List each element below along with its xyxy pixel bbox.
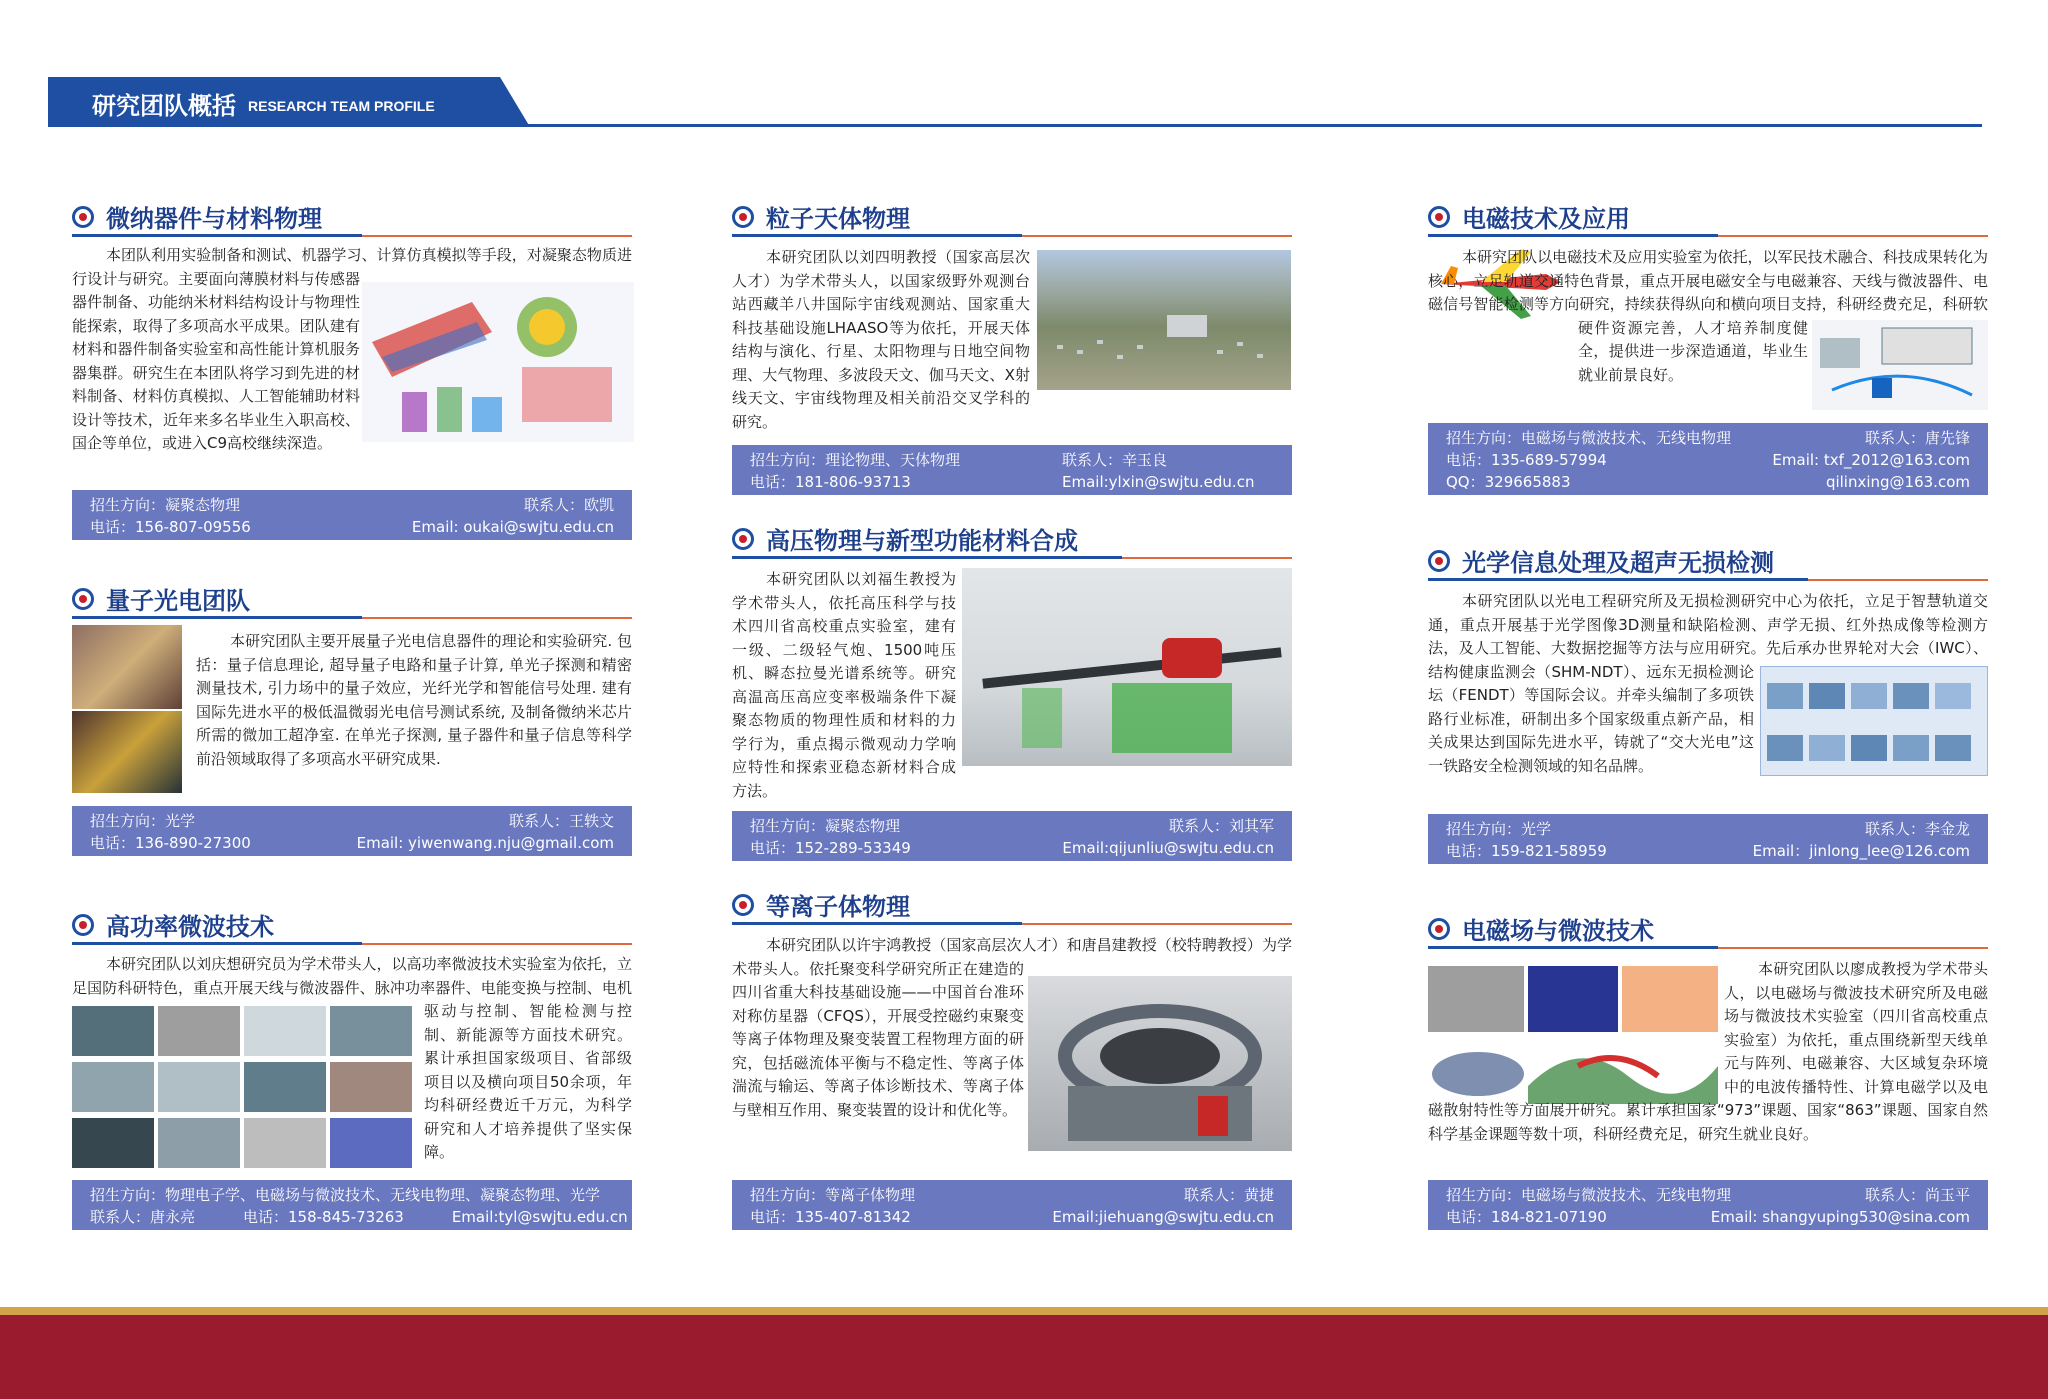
enroll-direction: 招生方向：理论物理、天体物理 (750, 451, 961, 469)
contact-email[interactable]: Email:tyl@swjtu.edu.cn (451, 1208, 628, 1226)
enroll-direction: 招生方向：电磁场与微波技术、无线电物理 (1446, 429, 1732, 447)
lhaaso-aerial-photo (1037, 250, 1291, 390)
enrollment-info (732, 445, 1292, 495)
title-underline (72, 234, 362, 237)
title-underline-accent (1122, 557, 1292, 559)
quantum-lab-photo-2 (72, 711, 182, 793)
title-underline-accent (362, 235, 632, 237)
bullet-icon (72, 206, 94, 228)
section-hpm (72, 904, 632, 949)
contact-email[interactable]: Email：jinlong_lee@126.com (1752, 842, 1970, 860)
section-title: 光学信息处理及超声无损检测 (1462, 549, 1774, 577)
section-body: 本研究团队以刘福生教授为学术带头人，依托高压科学与技术四川省高校重点实验室，建有一级、二级轻气炮、1500吨压机、瞬态拉曼光谱系统等。研究高温高压高应变率极端条件下凝聚态物质的物理性质和材料的力学行为，重点揭示微观动力学响应特性和探索亚稳态新材料合成方法。 (732, 570, 956, 800)
contact-person: 联系人：唐先锋 (1864, 429, 1970, 447)
section-body: 本研究团队以许宇鸿教授（国家高层次人才）和唐昌建教授（校特聘教授）为学术带头人。依托聚变科学研究所正在建造的四川省重大科技基础设施——中国首台准环对称仿星器（CFQS），开展受控磁约束聚变等离子体物理及聚变装置工程物理方面的研究，包括磁流体平衡与不稳定性、等离子体湍流与输运、等离子体诊断技术、等离子体与壁相互作用、聚变装置的设计和优化等。 (732, 936, 1292, 1119)
title-underline (732, 234, 1022, 237)
title-underline (72, 616, 362, 619)
enrollment-info (1428, 814, 1988, 864)
section-quantum (72, 578, 632, 623)
enroll-direction: 招生方向：物理电子学、电磁场与微波技术、无线电物理、凝聚态物理、光学 (90, 1186, 601, 1204)
section-title: 量子光电团队 (106, 587, 250, 615)
enrollment-info (732, 811, 1292, 861)
contact-person: 联系人：李金龙 (1864, 820, 1970, 838)
bullet-icon (732, 894, 754, 916)
quantum-lab-photo-1 (72, 625, 182, 709)
title-underline (732, 922, 1022, 925)
footer-red-band (0, 1315, 2048, 1399)
contact-phone: 电话：152-289-53349 (750, 839, 911, 857)
section-title: 高压物理与新型功能材料合成 (766, 527, 1078, 555)
contact-email-alt[interactable]: qilinxing@163.com (1825, 473, 1970, 491)
contact-phone: 电话：159-821-58959 (1446, 842, 1607, 860)
bullet-icon (1428, 550, 1450, 572)
enroll-direction: 招生方向：凝聚态物理 (750, 817, 901, 835)
section-body-text: 本研究团队以廖成教授为学术带头人，以电磁场与微波技术研究所及电磁场与微波技术实验室（四川省高校重点实验室）为依托，重点围绕新型天线单元与阵列、电磁兼容、大区域复杂环境中的电波传播特性、计算电磁学以及电磁散射特性等方面展开研究。累计承担国家“973”课题、国家“863”课题、国家自然科学基金课题等数十项，科研经费充足，研究生就业良好。 (1428, 960, 1988, 1143)
enrollment-info (1428, 423, 1988, 495)
contact-qq: QQ：329665883 (1446, 473, 1571, 491)
bullet-icon (732, 206, 754, 228)
page-subtitle: RESEARCH TEAM PROFILE (248, 98, 435, 114)
contact-person: 联系人：欧凯 (523, 496, 614, 514)
section-header (1428, 540, 1988, 580)
title-underline-accent (1718, 235, 1988, 237)
contact-phone: 电话：158-845-73263 (243, 1208, 404, 1226)
contact-phone: 电话：135-689-57994 (1446, 451, 1607, 469)
section-title: 等离子体物理 (766, 893, 910, 921)
light-gas-gun-photo (962, 568, 1292, 766)
section-header (1428, 908, 1988, 948)
section-high-pressure (732, 518, 1292, 563)
title-underline-accent (362, 617, 632, 619)
contact-email[interactable]: Email:ylxin@swjtu.edu.cn (1062, 473, 1255, 491)
title-underline (1428, 946, 1718, 949)
bullet-icon (1428, 918, 1450, 940)
section-header (72, 196, 632, 236)
section-body: 本研究团队以刘庆想研究员为学术带头人，以高功率微波技术实验室为依托，立足国防科研特色，重点开展天线与微波器件、脉冲功率器件、电能变换与控制、电机驱动与控制、智能检测与控制、新能源等方面技术研究。累计承担国家级项目、省部级项目以及横向项目50余项，年均科研经费近千万元，为科学研究和人才培养提供了坚实保障。 (72, 955, 632, 1161)
title-underline-accent (1718, 947, 1988, 949)
section-title: 电磁场与微波技术 (1462, 917, 1654, 945)
contact-person: 联系人：辛玉良 (1062, 451, 1168, 469)
contact-person: 联系人：黄捷 (1183, 1186, 1274, 1204)
section-header (732, 518, 1292, 558)
bullet-icon (72, 914, 94, 936)
enrollment-info (72, 1180, 632, 1230)
section-body (1428, 246, 1988, 416)
enrollment-info (732, 1180, 1292, 1230)
enrollment-info (72, 490, 632, 540)
section-plasma (732, 884, 1292, 929)
section-header (72, 904, 632, 944)
section-header (732, 196, 1292, 236)
header-rule (48, 124, 1982, 127)
section-title: 微纳器件与材料物理 (106, 205, 322, 233)
title-underline-accent (362, 943, 632, 945)
contact-person: 联系人：刘其军 (1168, 817, 1274, 835)
title-underline-accent (1808, 579, 1988, 581)
section-body: 本团队利用实验制备和测试、机器学习、计算仿真模拟等手段，对凝聚态物质进行设计与研究。主要面向薄膜材料与传感器器件制备、功能纳米材料结构设计与物理性能探索，取得了多项高水平成果。团队建有材料和器件制备实验室和高性能计算机服务器集群。研究生在本团队将学习到先进的材料制备、材料仿真模拟、人工智能辅助材料设计等技术，近年来多名毕业生入职高校、国企等单位，或进入C9高校继续深造。 (72, 246, 632, 452)
title-underline (732, 556, 1122, 559)
contact-email[interactable]: Email: yiwenwang.nju@gmail.com (356, 834, 614, 852)
contact-phone: 电话：156-807-09556 (90, 518, 251, 536)
section-header (72, 578, 632, 618)
section-body: 本研究团队以刘四明教授（国家高层次人才）为学术带头人，以国家级野外观测台站西藏羊八井国际宇宙线观测站、国家重大科技基础设施LHAASO等为依托，开展天体结构与演化、行星、太阳物理与日地空间物理、大气物理、多波段天文、伽马天文、X射线天文、宇宙线物理及相关前沿交叉学科的研究。 (732, 248, 1030, 431)
enroll-direction: 招生方向：凝聚态物理 (90, 496, 241, 514)
contact-email[interactable]: Email:jiehuang@swjtu.edu.cn (1052, 1208, 1274, 1226)
bullet-icon (1428, 206, 1450, 228)
enroll-direction: 招生方向：等离子体物理 (750, 1186, 916, 1204)
enrollment-info (72, 806, 632, 856)
bullet-icon (732, 528, 754, 550)
contact-phone: 电话：184-821-07190 (1446, 1208, 1607, 1226)
section-title: 电磁技术及应用 (1462, 205, 1630, 233)
title-underline (1428, 234, 1718, 237)
title-underline (1428, 578, 1808, 581)
contact-email[interactable]: Email: shangyuping530@sina.com (1710, 1208, 1970, 1226)
contact-phone: 电话：136-890-27300 (90, 834, 251, 852)
enroll-direction: 招生方向：光学 (90, 812, 196, 830)
contact-person: 联系人：唐永亮 (90, 1208, 196, 1226)
section-body (1428, 958, 1988, 1173)
section-header (1428, 196, 1988, 236)
section-body: 本研究团队主要开展量子光电信息器件的理论和实验研究. 包括：量子信息理论, 超导量子电路和量子计算, 单光子探测和精密测量技术, 引力场中的量子效应，光纤光学和智能信号处理. 建有国际先进水平的极低温微弱光电信号测试系统, 及制备微纳米芯片所需的微加工超净室. 在单光子探测, 量子器件和量子信息等科学前沿领域取得了多项高水平研究成果. (196, 632, 632, 768)
title-underline-accent (1022, 235, 1292, 237)
section-header (732, 884, 1292, 924)
enroll-direction: 招生方向：电磁场与微波技术、无线电物理 (1446, 1186, 1732, 1204)
enroll-direction: 招生方向：光学 (1446, 820, 1552, 838)
bullet-icon (72, 588, 94, 610)
section-title: 粒子天体物理 (766, 205, 910, 233)
section-astroparticle (732, 196, 1292, 241)
page-title: 研究团队概括 (92, 92, 236, 120)
contact-phone: 电话：181-806-93713 (750, 473, 911, 491)
section-body-text: 本研究团队以电磁技术及应用实验室为依托，以军民技术融合、科技成果转化为核心，立足轨道交通特色背景，重点开展电磁安全与电磁兼容、天线与微波器件、电磁信号智能检测等方向研究，持续获得纵向和横向项目支持，科研经费充足，科研软硬件资源完善，人才培养制度健全，提供进一步深造通道，毕业生就业前景良好。 (1428, 248, 1988, 384)
contact-person: 联系人：王轶文 (508, 812, 614, 830)
section-em-microwave (1428, 908, 1988, 953)
contact-email[interactable]: Email: oukai@swjtu.edu.cn (411, 518, 614, 536)
enrollment-info (1428, 1180, 1988, 1230)
contact-person: 联系人：尚玉平 (1864, 1186, 1970, 1204)
section-em-tech (1428, 196, 1988, 241)
contact-email[interactable]: Email: txf_2012@163.com (1772, 451, 1970, 469)
title-underline-accent (1022, 923, 1292, 925)
section-title: 高功率微波技术 (106, 913, 274, 941)
contact-email[interactable]: Email:qijunliu@swjtu.edu.cn (1062, 839, 1274, 857)
section-optics-ndt (1428, 540, 1988, 585)
section-body: 本研究团队以光电工程研究所及无损检测研究中心为依托，立足于智慧轨道交通，重点开展基于光学图像3D测量和缺陷检测、声学无损、红外热成像等检测方法，及人工智能、大数据挖掘等方法与应用研究。先后承办世界轮对大会（IWC）、结构健康监测会（SHM-NDT）、远东无损检测论坛（FENDT）等国际会议。并牵头编制了多项铁路行业标准，研制出多个国家级重点新产品，相关成果达到国际先进水平，铸就了“交大光电”这一铁路安全检测领域的知名品牌。 (1428, 592, 1988, 775)
title-underline (72, 942, 362, 945)
contact-phone: 电话：135-407-81342 (750, 1208, 911, 1226)
footer-gold-band (0, 1307, 2048, 1315)
